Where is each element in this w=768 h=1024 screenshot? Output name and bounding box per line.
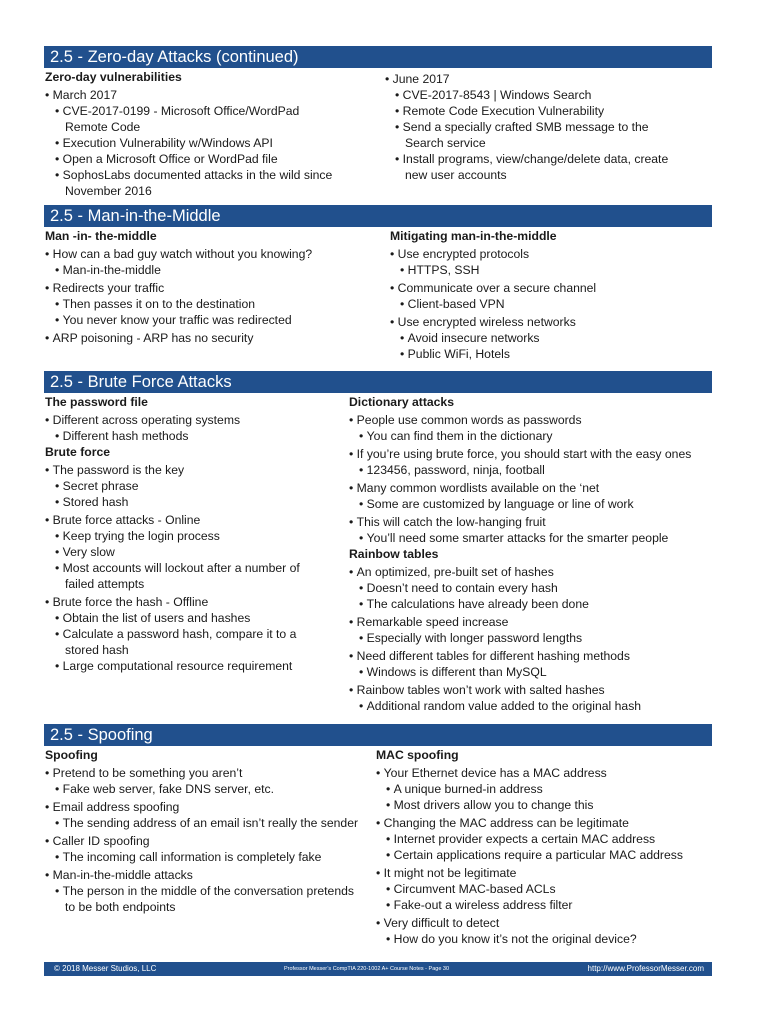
bullet-item: • ARP poisoning - ARP has no security: [45, 330, 365, 346]
sub-bullet-item: • The incoming call information is completely fake: [55, 849, 365, 865]
bullet-item: • How can a bad guy watch without you knowing?: [45, 246, 365, 262]
bullet-item: • Use encrypted wireless networks: [390, 314, 690, 330]
sub-bullet-item: • The person in the middle of the conversation pretends to be both endpoints: [55, 883, 365, 915]
sub-bullet-item: • Fake web server, fake DNS server, etc.: [55, 781, 365, 797]
section-title-brute-force: 2.5 - Brute Force Attacks: [44, 371, 712, 393]
bullet-item: • March 2017: [45, 87, 345, 103]
bullet-item: • Different across operating systems: [45, 412, 325, 428]
bullet-item: • Redirects your traffic: [45, 280, 365, 296]
subheading: Mitigating man-in-the-middle: [390, 229, 557, 243]
sub-bullet-item: • Different hash methods: [55, 428, 325, 444]
sub-bullet-item: • Obtain the list of users and hashes: [55, 610, 325, 626]
sub-bullet-item: • Certain applications require a particular MAC address: [386, 847, 716, 863]
sub-bullet-item: • You never know your traffic was redirected: [55, 312, 365, 328]
bullet-item: • Rainbow tables won’t work with salted hashes: [349, 682, 719, 698]
sub-bullet-item: • Circumvent MAC-based ACLs: [386, 881, 716, 897]
sub-bullet-item: • Stored hash: [55, 494, 325, 510]
bullet-item: • Email address spoofing: [45, 799, 365, 815]
subheading: Spoofing: [45, 748, 98, 762]
section-title-zeroday: 2.5 - Zero-day Attacks (continued): [44, 46, 712, 68]
bullet-item: • Changing the MAC address can be legitimate: [376, 815, 716, 831]
sub-bullet-item: • Very slow: [55, 544, 325, 560]
bullet-item: • An optimized, pre-built set of hashes: [349, 564, 719, 580]
bullet-item: • Remarkable speed increase: [349, 614, 719, 630]
subheading: The password file: [45, 395, 148, 409]
subheading: Zero-day vulnerabilities: [45, 70, 182, 84]
sub-bullet-item: • Then passes it on to the destination: [55, 296, 365, 312]
sub-bullet-item: • SophosLabs documented attacks in the wild since November 2016: [55, 167, 345, 199]
bullet-item: • This will catch the low-hanging fruit: [349, 514, 719, 530]
sub-bullet-item: • Client-based VPN: [400, 296, 690, 312]
sub-bullet-item: • The calculations have already been done: [359, 596, 719, 612]
sub-bullet-item: • Internet provider expects a certain MAC address: [386, 831, 716, 847]
mitm-left-column: [45, 228, 365, 346]
sub-bullet-item: • Most drivers allow you to change this: [386, 797, 716, 813]
sub-bullet-item: • Send a specially crafted SMB message to the Search service: [395, 119, 685, 151]
bullet-item: • Brute force attacks - Online: [45, 512, 325, 528]
sub-bullet-item: • CVE-2017-8543 | Windows Search: [395, 87, 685, 103]
footer-copyright: © 2018 Messer Studios, LLC: [54, 964, 157, 973]
bullet-item: • Your Ethernet device has a MAC address: [376, 765, 716, 781]
subheading: Dictionary attacks: [349, 395, 454, 409]
sub-bullet-item: • Most accounts will lockout after a number of failed attempts: [55, 560, 325, 592]
bullet-item: • Need different tables for different hashing methods: [349, 648, 719, 664]
bullet-item: • If you’re using brute force, you should start with the easy ones: [349, 446, 719, 462]
sub-bullet-item: • A unique burned-in address: [386, 781, 716, 797]
sub-bullet-item: • Avoid insecure networks: [400, 330, 690, 346]
bullet-item: • Man-in-the-middle attacks: [45, 867, 365, 883]
bullet-item: • Communicate over a secure channel: [390, 280, 690, 296]
mitm-right-column: [390, 228, 690, 362]
brute-left-column: [45, 394, 325, 674]
sub-bullet-item: • CVE-2017-0199 - Microsoft Office/WordPad Remote Code: [55, 103, 345, 135]
sub-bullet-item: • HTTPS, SSH: [400, 262, 690, 278]
bullet-item: • Pretend to be something you aren’t: [45, 765, 365, 781]
sub-bullet-item: • Man-in-the-middle: [55, 262, 365, 278]
sub-bullet-item: • Large computational resource requirement: [55, 658, 325, 674]
sub-bullet-item: • Additional random value added to the original hash: [359, 698, 719, 714]
zeroday-left-column: [45, 69, 345, 199]
subheading: Brute force: [45, 445, 111, 459]
bullet-item: • Brute force the hash - Offline: [45, 594, 325, 610]
subheading: MAC spoofing: [376, 748, 459, 762]
subheading: Man -in- the-middle: [45, 229, 157, 243]
sub-bullet-item: • Some are customized by language or line of work: [359, 496, 719, 512]
section-title-spoofing: 2.5 - Spoofing: [44, 724, 712, 746]
sub-bullet-item: • You can find them in the dictionary: [359, 428, 719, 444]
sub-bullet-item: • Fake-out a wireless address filter: [386, 897, 716, 913]
sub-bullet-item: • Install programs, view/change/delete data, create new user accounts: [395, 151, 685, 183]
spoofing-right-column: [376, 747, 716, 947]
sub-bullet-item: • Windows is different than MySQL: [359, 664, 719, 680]
sub-bullet-item: • Public WiFi, Hotels: [400, 346, 690, 362]
bullet-item: • People use common words as passwords: [349, 412, 719, 428]
page-footer: [44, 962, 712, 976]
sub-bullet-item: • Open a Microsoft Office or WordPad file: [55, 151, 345, 167]
sub-bullet-item: • Doesn’t need to contain every hash: [359, 580, 719, 596]
zeroday-right-column: [385, 69, 685, 183]
bullet-item: • June 2017: [385, 71, 685, 87]
subheading: Rainbow tables: [349, 547, 439, 561]
bullet-item: • It might not be legitimate: [376, 865, 716, 881]
sub-bullet-item: • 123456, password, ninja, football: [359, 462, 719, 478]
sub-bullet-item: • How do you know it’s not the original device?: [386, 931, 716, 947]
brute-right-column: [349, 394, 719, 714]
sub-bullet-item: • The sending address of an email isn’t really the sender: [55, 815, 365, 831]
bullet-item: • Caller ID spoofing: [45, 833, 365, 849]
bullet-item: • Many common wordlists available on the ‘net: [349, 480, 719, 496]
sub-bullet-item: • Keep trying the login process: [55, 528, 325, 544]
section-title-mitm: 2.5 - Man-in-the-Middle: [44, 205, 712, 227]
bullet-item: • Use encrypted protocols: [390, 246, 690, 262]
sub-bullet-item: • Secret phrase: [55, 478, 325, 494]
sub-bullet-item: • Especially with longer password lengths: [359, 630, 719, 646]
sub-bullet-item: • Remote Code Execution Vulnerability: [395, 103, 685, 119]
footer-course-notes: Professor Messer’s CompTIA 220-1002 A+ Course Notes - Page 30: [284, 966, 450, 972]
footer-url-link[interactable]: http://www.ProfessorMesser.com: [587, 964, 704, 973]
bullet-item: • Very difficult to detect: [376, 915, 716, 931]
sub-bullet-item: • You’ll need some smarter attacks for the smarter people: [359, 530, 719, 546]
sub-bullet-item: • Execution Vulnerability w/Windows API: [55, 135, 345, 151]
spoofing-left-column: [45, 747, 365, 915]
bullet-item: • The password is the key: [45, 462, 325, 478]
sub-bullet-item: • Calculate a password hash, compare it to a stored hash: [55, 626, 325, 658]
